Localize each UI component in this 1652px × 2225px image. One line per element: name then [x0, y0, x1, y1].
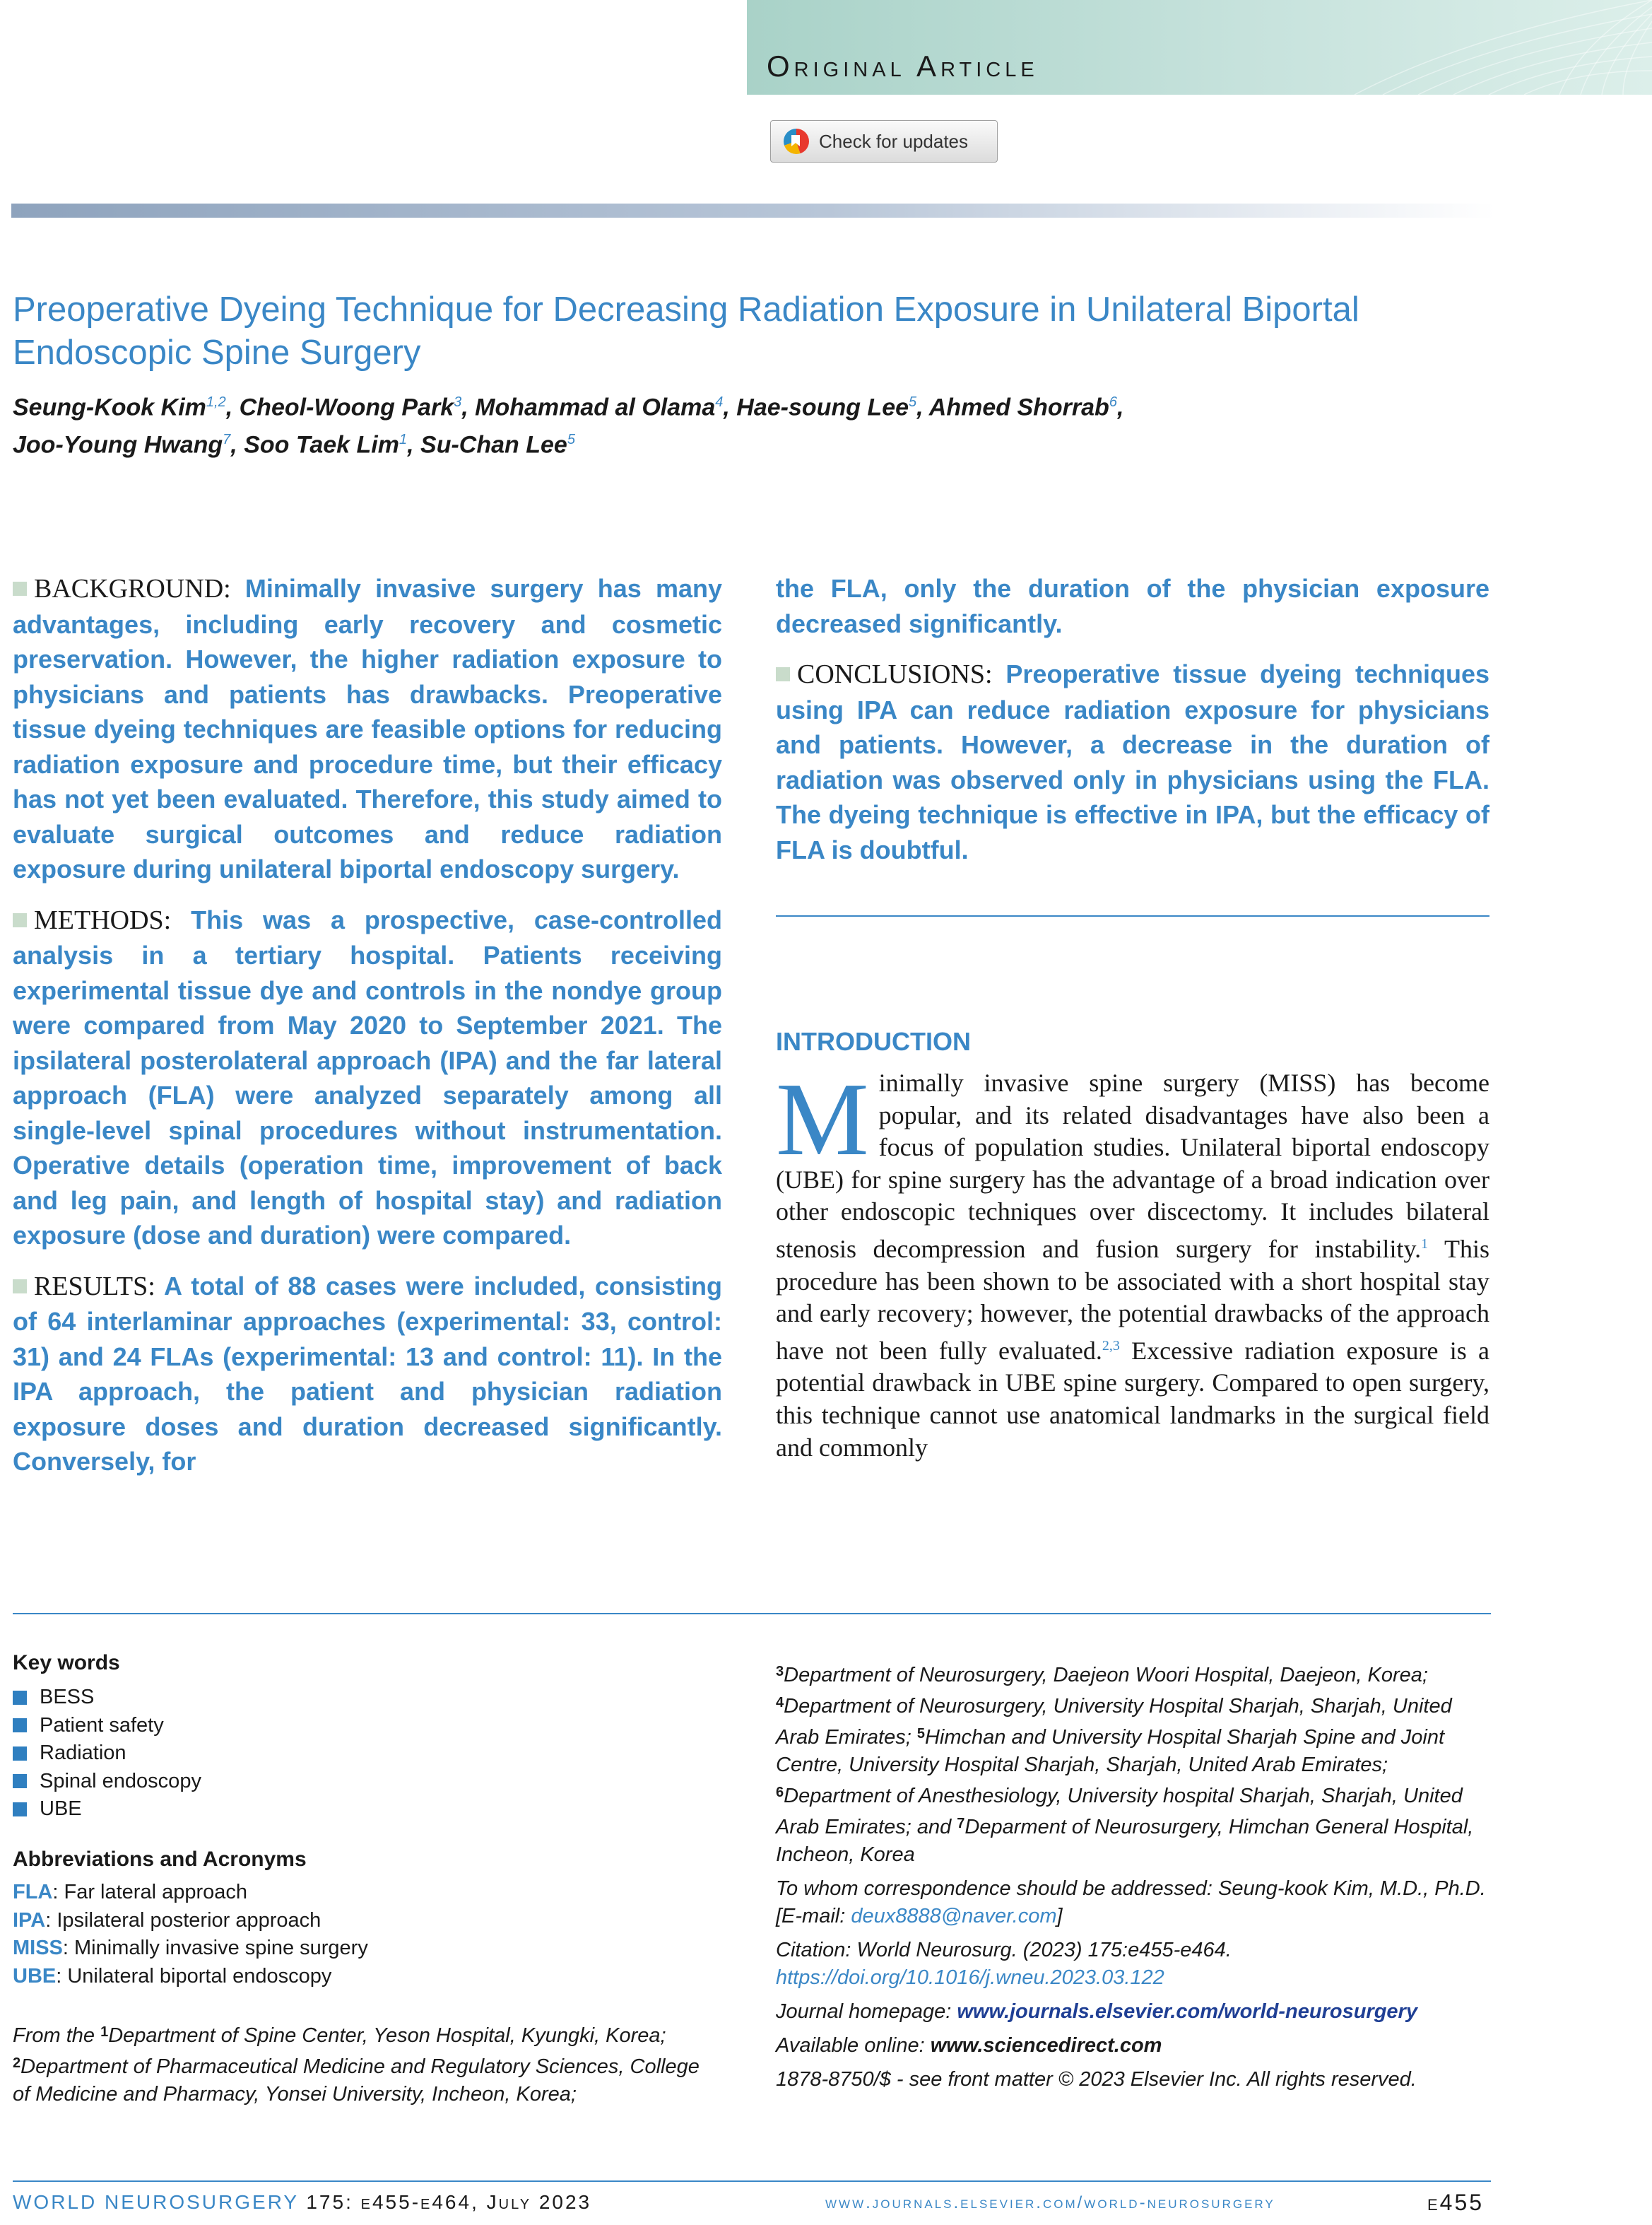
results-label: RESULTS:: [34, 1271, 155, 1301]
author-affiliation-ref[interactable]: 1: [399, 432, 408, 448]
abbreviations-list: [13, 1879, 368, 1990]
author-name: Ahmed Shorrab: [928, 394, 1109, 421]
introduction-body: [776, 1062, 1490, 1464]
section-bullet: [13, 582, 27, 596]
affiliation-2: Department of Pharmaceutical Medicine and Regulatory Sciences, College of Medicine and Pharmacy, Yonsei University, Incheon, Korea;: [13, 2055, 700, 2106]
article-type-label: Original Article: [767, 49, 1039, 83]
sciencedirect-link[interactable]: www.sciencedirect.com: [930, 2034, 1162, 2057]
methods-label: METHODS:: [34, 905, 172, 935]
page-number: e455: [1427, 2190, 1485, 2215]
keyword-label: Radiation: [40, 1742, 126, 1765]
square-bullet-icon: [13, 1802, 27, 1816]
keyword-item: [13, 1712, 201, 1740]
author-name: Seung-Kook Kim: [13, 394, 206, 421]
affiliation-3: Department of Neurosurgery, Daejeon Woori Hospital, Daejeon, Korea;: [784, 1664, 1428, 1686]
footer-journal-name: WORLD NEUROSURGERY: [13, 2191, 299, 2213]
abstract-background: [13, 571, 722, 887]
keyword-label: Spinal endoscopy: [40, 1769, 201, 1792]
email-suffix: ]: [1056, 1905, 1063, 1927]
methods-text: This was a prospective, case-controlled analysis in a tertiary hospital. Patients receiving experimental tissue dye and controls in the nondye group were compared from May 2020 to September 2021. The ipsilateral posterolateral approach (IPA) and the far lateral approach (FLA) were analyzed separately among all single-level spinal procedures without instrumentation. Operative details (operation time, improvement of back and leg pain, and length of hospital stay) and radiation exposure (dose and duration) were compared.: [13, 905, 722, 1250]
abbreviation-definition: : Ipsilateral posterior approach: [45, 1908, 321, 1932]
author-name: Mohammad al Olama: [475, 394, 716, 421]
section-bullet: [776, 667, 790, 681]
square-bullet-icon: [13, 1718, 27, 1732]
results-text: A total of 88 cases were included, consisting of 64 interlaminar approaches (experimental: 33, control: 31) and 24 FLAs (experimental: 13 and control: 11). In the IPA approach, the patient and physician radiation exposure doses and duration decreased significantly. Conversely, for: [13, 1271, 722, 1476]
affiliation-4: Department of Neurosurgery, University Hospital Sharjah, Sharjah, United Arab Emirates;: [776, 1695, 1452, 1749]
keyword-item: [13, 1684, 201, 1712]
header-rule: [11, 204, 1495, 218]
abstract-results: [13, 1269, 722, 1479]
abbreviation-term: IPA: [13, 1908, 46, 1932]
crossmark-icon: [784, 129, 809, 154]
abbreviation-definition: : Far lateral approach: [52, 1881, 248, 1903]
affiliation-1: Department of Spine Center, Yeson Hospital, Kyungki, Korea;: [108, 2024, 666, 2047]
abstract-left-column: [13, 571, 722, 1495]
author-name: Cheol-Woong Park: [239, 394, 454, 421]
from-prefix: From the: [13, 2024, 101, 2047]
abbreviation-item: [13, 1935, 368, 1963]
introduction-heading: INTRODUCTION: [776, 1027, 971, 1056]
check-for-updates-button[interactable]: [770, 120, 998, 163]
author-affiliation-ref[interactable]: 7: [223, 432, 231, 448]
keyword-item: [13, 1795, 201, 1824]
email-prefix: [E-mail:: [776, 1905, 851, 1927]
author-name: Hae-soung Lee: [736, 394, 909, 421]
affiliation-6: Department of Anesthesiology, University hospital Sharjah, Sharjah, United Arab Emirates; and: [776, 1785, 1463, 1838]
available-online: [776, 2032, 1489, 2060]
reference-link[interactable]: 1: [1421, 1235, 1429, 1252]
affiliation-7: Deparment of Neurosurgery, Himchan General Hospital, Incheon, Korea: [776, 1816, 1474, 1866]
author-affiliation-ref[interactable]: 1,2: [206, 394, 226, 410]
abstract-rule: [776, 915, 1489, 917]
keywords-heading: Key words: [13, 1651, 120, 1674]
author-affiliation-ref[interactable]: 5: [909, 394, 917, 410]
intro-text-a: inimally invasive spine surgery (MISS) has become popular, and its related disadvantages have also been a focus of population studies. Unilateral biportal endoscopy (UBE) for spine surgery has the advantage of a broad indication over other endoscopic techniques over discectomy. It includes bilateral stenosis decompression and fusion surgery for instability.: [776, 1069, 1489, 1263]
keyword-item: [13, 1739, 201, 1768]
background-label: BACKGROUND:: [34, 574, 231, 604]
correspondence-text: To whom correspondence should be addressed: Seung-kook Kim, M.D., Ph.D.: [776, 1877, 1486, 1900]
section-bullet: [13, 1279, 27, 1293]
footer-journal: [13, 2191, 591, 2214]
section-bullet: [13, 913, 27, 927]
abbreviation-term: UBE: [13, 1964, 57, 1988]
keyword-item: [13, 1768, 201, 1796]
drop-cap: M: [776, 1062, 869, 1178]
abbreviations-heading: Abbreviations and Acronyms: [13, 1848, 307, 1871]
homepage-link[interactable]: www.journals.elsevier.com/world-neurosurgery: [957, 2000, 1417, 2023]
background-text: Minimally invasive surgery has many advantages, including early recovery and cosmetic preservation. However, the higher radiation exposure to physicians and patients has drawbacks. Preoperative tissue dyeing techniques are feasible options for reducing radiation exposure and procedure time, but their efficacy has not yet been evaluated. Therefore, this study aimed to evaluate surgical outcomes and reduce radiation exposure during unilateral biportal endoscopy surgery.: [13, 574, 722, 883]
square-bullet-icon: [13, 1746, 27, 1761]
keywords-list: [13, 1684, 201, 1824]
abbreviation-term: MISS: [13, 1937, 63, 1959]
results-continued: the FLA, only the duration of the physician exposure decreased significantly.: [776, 574, 1489, 638]
author-affiliation-ref[interactable]: 5: [567, 432, 575, 448]
email-link[interactable]: deux8888@naver.com: [851, 1905, 1057, 1927]
author-affiliation-ref[interactable]: 4: [715, 394, 724, 410]
footer-volume: 175: e455-e464, July 2023: [306, 2191, 592, 2213]
abstract-conclusions: [776, 657, 1489, 867]
intro-text-c: Excessive radiation exposure is a potential drawback in UBE spine surgery. Compared to open surgery, this technique cannot use anatomical landmarks in the surgical field and commonly: [776, 1336, 1490, 1462]
abbreviation-term: FLA: [13, 1881, 53, 1903]
footer-rule: [13, 2180, 1491, 2182]
abbreviation-definition: : Minimally invasive spine surgery: [62, 1937, 368, 1959]
author-affiliation-ref[interactable]: 3: [454, 394, 462, 410]
citation-text: Citation: World Neurosurg. (2023) 175:e455-e464.: [776, 1939, 1232, 1961]
footnotes-right: [776, 1658, 1489, 2100]
homepage-label: Journal homepage:: [776, 2000, 957, 2023]
abstract-right-column: [776, 571, 1489, 883]
footnote-rule: [13, 1613, 1491, 1614]
abbreviation-definition: : Unilateral biportal endoscopy: [56, 1964, 332, 1988]
affiliation-5: Himchan and University Hospital Sharjah Spine and Joint Centre, University Hospital Sharjah, Sharjah, United Arab Emirates;: [776, 1726, 1445, 1776]
footer-url[interactable]: www.journals.elsevier.com/world-neurosurgery: [825, 2193, 1275, 2212]
online-label: Available online:: [776, 2034, 931, 2057]
keyword-label: BESS: [40, 1686, 95, 1709]
abbreviation-item: [13, 1963, 368, 1991]
check-for-updates-label: Check for updates: [819, 130, 969, 152]
affiliations-start: From the $^1$Department of Spine Center, Yeson Hospital, Kyungki, Korea; $^2$Department of Pharmaceutical Medicine and Regulatory Sciences, College of Medicine and Pharmacy, Yonsei University, Incheon, Korea;: [13, 2024, 700, 2106]
abbreviation-item: [13, 1907, 368, 1935]
author-name: Soo Taek Lim: [244, 431, 399, 459]
author-list: Seung-Kook Kim$^{1,2}$, Cheol-Woong Park$^3$, Mohammad al Olama$^4$, Hae-soung Lee$^5$, Ahmed Shorrab$^6$, Joo-Young Hwang$^7$, Soo Taek Lim$^1$, Su-Chan Lee$^5$: [13, 394, 1124, 459]
author-affiliation-ref[interactable]: 6: [1109, 394, 1117, 410]
reference-link[interactable]: 2,3: [1102, 1337, 1120, 1354]
affiliations-continued: $^3$Department of Neurosurgery, Daejeon Woori Hospital, Daejeon, Korea; $^4$Department of Neurosurgery, University Hospital Sharjah, Sharjah, United Arab Emirates; $^5$Himchan and University Hospital Sharjah Spine and Joint Centre, University Hospital Sharjah, Sharjah, United Arab Emirates; $^6$Department of Anesthesiology, University hospital Sharjah, Sharjah, United Arab Emirates; and $^7$Deparment of Neurosurgery, Himchan General Hospital, Incheon, Korea: [776, 1664, 1474, 1866]
copyright: 1878-8750/$ - see front matter © 2023 Elsevier Inc. All rights reserved.: [776, 2068, 1417, 2091]
abbreviation-item: [13, 1879, 368, 1907]
article-title: Preoperative Dyeing Technique for Decreasing Radiation Exposure in Unilateral Biportal Endoscopic Spine Surgery: [13, 290, 1359, 372]
citation: [776, 1937, 1489, 1992]
keyword-label: UBE: [40, 1797, 82, 1821]
conclusions-text: Preoperative tissue dyeing techniques using IPA can reduce radiation exposure for physicians and patients. However, a decrease in the duration of radiation was observed only in physicians using the FLA. The dyeing technique is effective in IPA, but the efficacy of FLA is doubtful.: [776, 659, 1489, 864]
abstract-methods: [13, 903, 722, 1253]
square-bullet-icon: [13, 1774, 27, 1788]
intro-text-b: This procedure has been shown to be associated with a short hospital stay and early recovery; however, the potential drawbacks of the approach have not been fully evaluated.: [776, 1234, 1489, 1365]
conclusions-label: CONCLUSIONS:: [797, 659, 993, 689]
correspondence: [776, 1875, 1489, 1930]
square-bullet-icon: [13, 1691, 27, 1705]
doi-link[interactable]: https://doi.org/10.1016/j.wneu.2023.03.122: [776, 1966, 1164, 1989]
author-name: Su-Chan Lee: [420, 431, 567, 459]
keyword-label: Patient safety: [40, 1713, 164, 1737]
author-name: Joo-Young Hwang: [13, 431, 223, 459]
journal-homepage: [776, 1998, 1489, 2026]
